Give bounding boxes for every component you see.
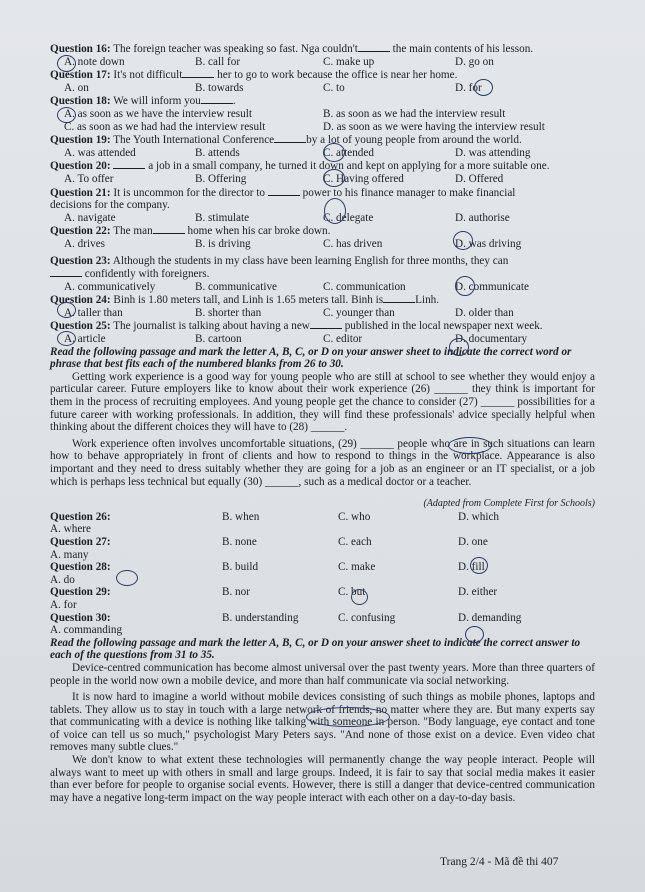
blank: [153, 224, 185, 234]
question-27: Question 27: A. many B. none C. each D. one: [50, 535, 488, 561]
passage2-para2: It is now hard to imagine a world without mobile devices consisting of such things as mobile phones, laptops and tablets. They allow us to stay in touch with a large network of friends, no matter where they are. But many experts say that communicating with a device is nothing like talking with someone in person. "Body language, eye contact and tone of voice can tell us so much," psychologist Mary Peters says. "And none of those exist on a device. Even video chat removes many subtle clues.": [50, 691, 595, 754]
question-25-options: A. article B. cartoon C. editor D. documentary: [64, 333, 528, 346]
pen-circle-mark: [474, 79, 493, 96]
pen-circle-mark: [324, 198, 346, 224]
pen-circle-mark: [57, 302, 76, 318]
page-content: Question 16: The foreign teacher was speaking so fast. Nga couldn't the main contents of his lesson. A. note down B. call for C. make up D. go on Question 17: It's not difficult her to go to work because the office is near her home. A. on B. towards C. to D. for Question 18: We will inform you . A. as soon as we have the interview result B. as soon as we had the interview result C. as soon as we had had the interview result D. as soon as we were having the interview result Question 19: The Youth International Conference by a lot of young people from around the world. A. was attended B. attends C. attended D. was attending Question 20: a job in a small company, he turned it down and kept on applying for a more suitable one. A. To offer B. Offering C. Having offered D. Offered Question 21: It is uncommon for the director to power to his finance manager to make financial decisions for the company. A. navigate B. stimulate C. delegate D. authorise Question 22: The man home when his car broke down. A. drives B. is driving C. has driven D. was driving Question 23: Although the students in my class have been learning English for three months, they can confidently with foreigners. A. communicatively B. communicative C. communication D. communicate Question 24: Binh is 1.80 meters tall, and Linh is 1.65 meters tall. Binh is Linh. A. taller than B. shorter than C. younger than D. older than Question 25: The journalist is talking about having a new published in the local newspaper next week. A. article B. cartoon C. editor D. documentary Read the following passage and mark the letter A, B, C, or D on your answer sheet to indicate the correct word or phrase that best fits each of the numbered blanks from 26 to 30. Getting work experience is a good way for young people who are still at school to see whether they would enjoy a particular career. Future employers like to know about their work experience (26) ______ they think is important for them in the process of recruiting employees. And young people get the chance to consider (27) ______ possibilities for a future career with working professionals. In addition, they will find these professionals' advice specially helpful when thinking about the different choices they will have to (28) ______. Work experience often involves uncomfortable situations, (29) ______ people who are in such situations can learn how to behave appropriately in front of clients and how to respond to things in the workplace. Appearance is also important and they need to dress suitably whether they are going for a job as an engineer or an IT specialist, or a job which is perhaps less technical but equally (30) ______, such as a medical doctor or a teacher. (Adapted from Complete First for Schools) Question 26: A. where B. when C. who D. which Question 27: A. many B. none C. each D. one Question 28: A. do B. build C. make D. fill Question 29: A. for B. nor C. but D. either Question 30: A. commanding B. understanding C. confusing D. demanding Read the following passage and mark the letter A, B, C, or D on your answer sheet to indicate the correct answer to each of the questions from 31 to 35. Device-centred communication has become almost universal over the past twenty years. More than three quarters of people in the world now own a mobile device, and more than half communicate via social networking. It is now hard to imagine a world without mobile devices consisting of such things as mobile phones, laptops and tablets. They allow us to stay in touch with a large network of friends, no matter where they are. But many experts say that communicating with a device is nothing like talking with someone in person. "Body language, eye contact and tone of voice can tell us so much," psychologist Mary Peters says. "And none of those exist on a device. Even video chat removes many subtle clues." We don't know to what extent these technologies will permanently change the way people interact. People will always want to meet up with others in small and large groups. Indeed, it is fair to say that social media makes it easier than ever before for people to organise social events. However, there is still a danger that device-centred communication may have a negative long-term impact on the way people interact with each other on a day-to-day basis.: [50, 43, 595, 804]
question-24-options: A. taller than B. shorter than C. younger than D. older than: [64, 306, 514, 319]
blank: [201, 94, 233, 104]
question-29: Question 29: A. for B. nor C. but D. either: [50, 586, 498, 611]
question-18-options-cd: C. as soon as we had had the interview result D. as soon as we were having the interview result: [64, 120, 545, 133]
pen-circle-mark: [57, 107, 76, 123]
question-22-options: A. drives B. is driving C. has driven D. was driving: [64, 237, 522, 250]
pen-circle-mark: [455, 276, 475, 296]
question-21: Question 21: It is uncommon for the director to power to his finance manager to make financial: [50, 186, 516, 199]
pen-circle-mark: [323, 143, 345, 162]
blank: [268, 186, 300, 196]
instruction-31-35: Read the following passage and mark the letter A, B, C, or D on your answer sheet to indicate the correct answer to each of the questions from 31 to 35.: [50, 636, 581, 662]
blank: [358, 42, 390, 52]
question-22: Question 22: The man home when his car broke down.: [50, 225, 331, 238]
source-note: (Adapted from Complete First for Schools): [423, 498, 595, 510]
pen-circle-mark: [470, 557, 488, 574]
pen-circle-mark: [116, 570, 138, 586]
pen-circle-mark: [323, 169, 345, 187]
instruction-26-30: Read the following passage and mark the letter A, B, C, or D on your answer sheet to indicate the correct word or phrase that best fits each of the numbered blanks from 26 to 30.: [50, 345, 572, 371]
question-17-options: A. on B. towards C. to D. for: [64, 81, 482, 94]
blank: [383, 293, 415, 303]
blank: [274, 133, 306, 143]
blank: [310, 319, 342, 329]
pen-circle-mark: [57, 331, 76, 346]
blank: [182, 68, 214, 78]
question-20-options: A. To offer B. Offering C. Having offered D. Offered: [64, 172, 504, 185]
question-23-options: A. communicatively B. communicative C. communication D. communicate: [64, 280, 529, 293]
passage2-para3: We don't know to what extent these technologies will permanently change the way people interact. People will always want to meet up with others in small and large groups. Indeed, it is fair to say that social media makes it easier than ever before for people to organise social events. However, there is still a danger that device-centred communication may have a negative long-term impact on the way people interact with each other on a day-to-day basis.: [50, 754, 595, 804]
question-24: Question 24: Binh is 1.80 meters tall, and Linh is 1.65 meters tall. Binh is Linh.: [50, 294, 440, 307]
pen-circle-mark: [449, 338, 469, 356]
question-16-options: A. note down B. call for C. make up D. go on: [64, 55, 494, 68]
pen-circle-mark: [448, 437, 492, 454]
page-footer: Trang 2/4 - Mã đề thi 407: [440, 856, 559, 868]
pen-circle-mark: [465, 626, 484, 643]
passage1-para1: Getting work experience is a good way for young people who are still at school to see whether they would enjoy a particular career. Future employers like to know about their work experience (26) ______ they think is important for them in the process of recruiting employees. And young people get the chance to consider (27) ______ possibilities for a future career with working professionals. In addition, they will find these professionals' advice specially helpful when thinking about the different choices they will have to (28) ______.: [50, 370, 595, 434]
blank: [50, 267, 82, 277]
question-28: Question 28: A. do B. build C. make D. fill: [50, 561, 485, 586]
question-23: Question 23: Although the students in my class have been learning English for three months, they can: [50, 254, 509, 267]
question-20: Question 20: a job in a small company, he turned it down and kept on applying for a more suitable one.: [50, 160, 550, 173]
question-18-options-ab: A. as soon as we have the interview result B. as soon as we had the interview result: [64, 107, 506, 120]
pen-circle-mark: [453, 231, 473, 250]
question-21-options: A. navigate B. stimulate C. delegate D. authorise: [64, 211, 510, 224]
question-18: Question 18: We will inform you .: [50, 95, 236, 108]
question-26: Question 26: A. where B. when C. who D. which: [50, 510, 500, 536]
question-17: Question 17: It's not difficult her to go to work because the office is near her home.: [50, 69, 458, 82]
pen-circle-mark: [306, 707, 390, 727]
question-30: Question 30: A. commanding B. understanding C. confusing D. demanding: [50, 611, 522, 637]
question-19: Question 19: The Youth International Conference by a lot of young people from around the world.: [50, 134, 522, 147]
pen-circle-mark: [351, 589, 368, 605]
passage1-para2: Work experience often involves uncomfortable situations, (29) ______ people who are in such situations can learn how to behave appropriately in front of clients and how to respond to things in the workplace. Appearance is also important and they need to dress suitably whether they are going for a job as an engineer or an IT specialist, or a job which is perhaps less technical but equally (30) ______, such as a medical doctor or a teacher.: [50, 437, 595, 488]
passage2-para1: Device-centred communication has become almost universal over the past twenty years. More than three quarters of people in the world now own a mobile device, and more than half communicate via social networking.: [50, 661, 595, 687]
question-25: Question 25: The journalist is talking about having a new published in the local newspaper next week.: [50, 320, 543, 333]
pen-circle-mark: [57, 55, 76, 72]
question-16: Question 16: The foreign teacher was speaking so fast. Nga couldn't the main contents of his lesson.: [50, 43, 534, 55]
blank: [113, 159, 145, 169]
question-19-options: A. was attended B. attends C. attended D. was attending: [64, 146, 531, 159]
